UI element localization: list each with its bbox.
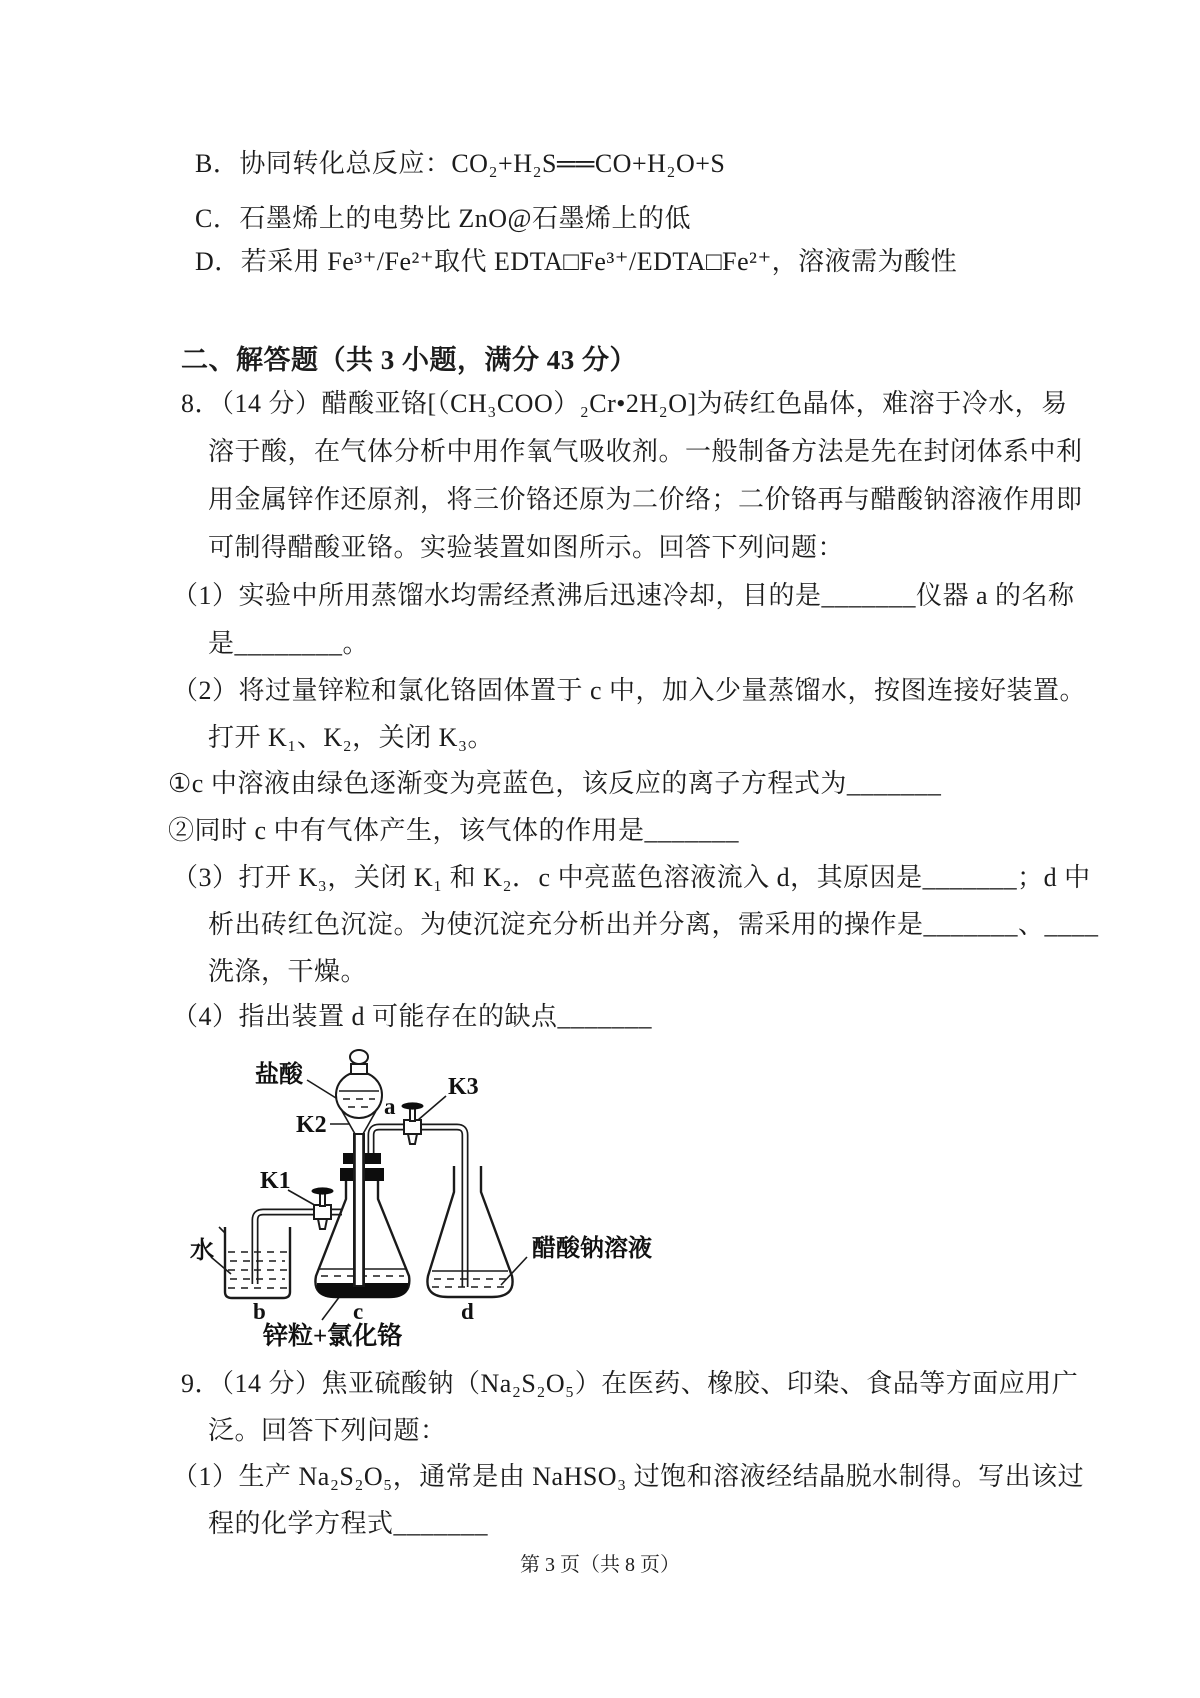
stopcock-k3 (402, 1102, 424, 1144)
q8-part3-line-3: 洗涤，干燥。 (208, 957, 368, 986)
q9-intro-line-1: 9．（14 分）焦亚硫酸钠（Na₂S₂O₅）在医药、橡胶、印染、食品等方面应用广 (181, 1369, 1079, 1398)
q8-part4-line: （4）指出装置 d 可能存在的缺点_______ (172, 1002, 653, 1031)
flask-c-label: c (353, 1299, 364, 1324)
k1-label: K1 (260, 1168, 291, 1194)
q8-intro-line-1: 8．（14 分）醋酸亚铬[（CH₃COO）₂Cr•2H₂O]为砖红色晶体，难溶于冷水，易 (181, 389, 1068, 418)
option-c-line: C．石墨烯上的电势比 ZnO@石墨烯上的低 (195, 204, 691, 233)
apparatus-drawing (170, 1040, 690, 1355)
q8-part3-line-1: （3）打开 K₃，关闭 K₁ 和 K₂．c 中亮蓝色溶液流入 d，其原因是_______；d 中 (172, 863, 1091, 892)
beaker-b-label: b (253, 1299, 266, 1324)
q8-intro-line-3: 用金属锌作还原剂，将三价铬还原为二价络；二价铬再与醋酸钠溶液作用即 (208, 485, 1083, 514)
q9-intro-line-2: 泛。回答下列问题： (208, 1416, 447, 1445)
hcl-acid-label: 盐酸 (255, 1062, 303, 1088)
page-footer: 第 3 页（共 8 页） (520, 1554, 680, 1576)
q8-part2-line-2: 打开 K₁、K₂，关闭 K₃。 (208, 723, 495, 752)
q8-part1-line-2: 是________。 (208, 629, 370, 658)
stopcock-k1 (312, 1187, 334, 1229)
option-b-line: B．协同转化总反应：CO₂+H₂S══CO+H₂O+S (195, 149, 726, 178)
q8-intro-line-2: 溶于酸，在气体分析中用作氧气吸收剂。一般制备方法是先在封闭体系中利 (208, 437, 1083, 466)
q8-part3-line-2: 析出砖红色沉淀。为使沉淀充分析出并分离，需采用的操作是_______、____ (208, 910, 1099, 939)
q8-intro-line-4: 可制得醋酸亚铬。实验装置如图所示。回答下列问题： (208, 533, 845, 562)
funnel-a-label: a (384, 1094, 396, 1119)
k3-label: K3 (448, 1074, 479, 1100)
q9-part1-line-2: 程的化学方程式_______ (208, 1509, 489, 1538)
k2-label: K2 (296, 1112, 327, 1138)
apparatus-diagram (170, 1040, 690, 1355)
option-d-line: D．若采用 Fe³⁺/Fe²⁺取代 EDTA□Fe³⁺/EDTA□Fe²⁺，溶液需为酸性 (195, 247, 958, 276)
q9-part1-line-1: （1）生产 Na₂S₂O₅，通常是由 NaHSO₃ 过饱和溶液经结晶脱水制得。写出该过 (172, 1462, 1085, 1491)
zinc-chromium-label: 锌粒+氯化铬 (263, 1323, 403, 1350)
flask-d-label: d (461, 1299, 474, 1324)
tube-c-to-d (371, 1127, 465, 1287)
q8-sub1-line: ①c 中溶液由绿色逐渐变为亮蓝色，该反应的离子方程式为_______ (168, 769, 942, 798)
tube-b-to-c (255, 1212, 342, 1284)
flask-d (427, 1166, 512, 1297)
section-2-header: 二、解答题（共 3 小题，满分 43 分） (181, 345, 637, 375)
water-label: 水 (190, 1238, 214, 1264)
q8-part1-line-1: （1）实验中所用蒸馏水均需经煮沸后迅速冷却，目的是_______仪器 a 的名称 (172, 581, 1075, 610)
q8-part2-line-1: （2）将过量锌粒和氯化铬固体置于 c 中，加入少量蒸馏水，按图连接好装置。 (172, 676, 1087, 705)
q8-sub2-line: ②同时 c 中有气体产生，该气体的作用是_______ (168, 816, 740, 845)
sodium-acetate-label: 醋酸钠溶液 (532, 1236, 652, 1262)
